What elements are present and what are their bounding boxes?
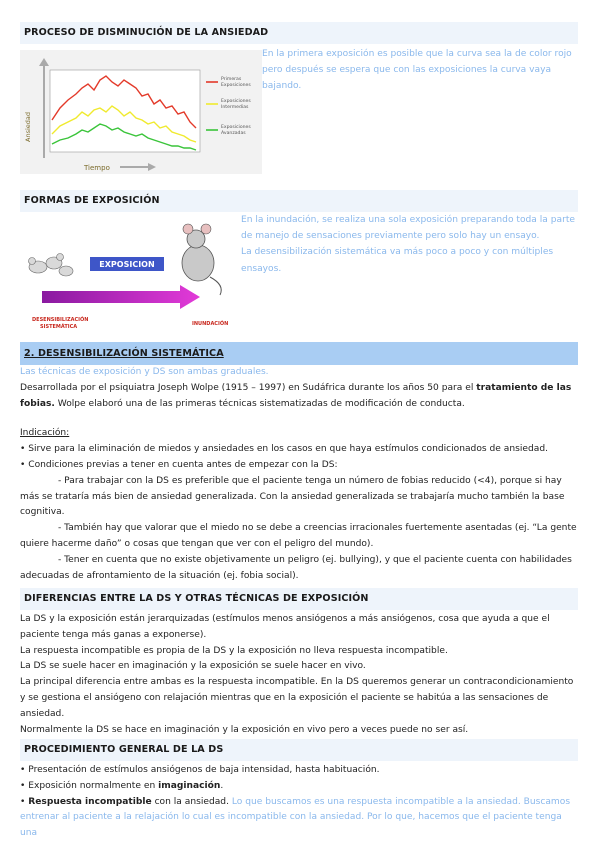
sub-item bbox=[20, 553, 580, 585]
indicacion-text: Indicación: bbox=[20, 428, 70, 439]
small-mice-icon bbox=[29, 254, 74, 277]
section-title: PROCEDIMIENTO GENERAL DE LA DS bbox=[24, 744, 224, 755]
ds-label-2: SISTEMÁTICA bbox=[40, 324, 78, 330]
plot-area bbox=[50, 70, 200, 152]
bullet-item: • Sirve para la eliminación de miedos y ansiedades en los casos en que haya estímulos condicionados de ansiedad. bbox=[20, 444, 548, 455]
progression-arrow bbox=[42, 285, 200, 309]
bullet-bold: imaginación bbox=[158, 780, 221, 791]
bullet-item: • Condiciones previas a tener en cuenta antes de empezar con la DS: bbox=[20, 459, 338, 470]
sub-item-text: - Para trabajar con la DS es preferible que el paciente tenga un número de fobias reducido (<4), porque si hay más se trataría más bien de ansiedad generalizada. Con la ansiedad generalizada se trabajaría mucho también la base cognitiva. bbox=[20, 475, 565, 518]
bullet-note: Lo que buscamos es una respuesta incompatible a la ansiedad. Buscamos entrenar al paciente a la relajación lo cual es incompatible con la ansiedad. Por lo que, hacemos que el paciente tenga una bbox=[20, 796, 571, 839]
section-title: FORMAS DE EXPOSICIÓN bbox=[24, 195, 160, 206]
ds-label: DESENSIBILIZACIÓN bbox=[32, 317, 89, 323]
inundacion-label: INUNDACIÓN bbox=[192, 321, 229, 327]
sub-item-text: - Tener en cuenta que no existe objetivamente un peligro (ej. bullying), y que el paciente cuenta con habilidades adecuadas de afrontamiento de la situación (ej. fobia social). bbox=[20, 554, 572, 581]
section-title: DIFERENCIAS ENTRE LA DS Y OTRAS TÉCNICAS DE EXPOSICIÓN bbox=[24, 593, 369, 604]
x-axis-arrowhead bbox=[148, 163, 156, 171]
sub-item bbox=[20, 474, 580, 521]
paragraph: La respuesta incompatible es propia de la DS y la exposición no lleva respuesta incompatible. bbox=[20, 645, 448, 656]
procedimiento-body bbox=[20, 763, 580, 842]
graduales-note: Las técnicas de exposición y DS son ambas graduales. bbox=[20, 367, 269, 377]
sub-item bbox=[20, 521, 580, 553]
legend-label-yellow: Exposiciones bbox=[221, 99, 251, 104]
bullet-item bbox=[20, 795, 580, 842]
bullet-bold: Respuesta incompatible bbox=[28, 796, 152, 807]
y-axis-arrowhead bbox=[39, 58, 49, 66]
legend-label-red: Primeras bbox=[221, 77, 242, 82]
bullet-text-end: . bbox=[220, 780, 224, 791]
diferencias-body bbox=[20, 612, 580, 738]
paragraph: La DS se suele hacer en imaginación y la exposición se suele hacer en vivo. bbox=[20, 661, 366, 672]
section-header-proceso bbox=[20, 22, 578, 44]
legend-label-green-2: Avanzadas bbox=[221, 131, 246, 136]
exposure-forms-text bbox=[241, 212, 581, 277]
anxiety-curve-image bbox=[20, 50, 262, 174]
legend-label-green: Exposiciones bbox=[221, 125, 251, 130]
ds-intro bbox=[20, 381, 580, 413]
bullet-text: con la ansiedad. bbox=[151, 796, 232, 807]
anxiety-curve-chart bbox=[20, 50, 262, 174]
y-axis-label: Ansiedad bbox=[24, 112, 32, 142]
paragraph: La DS y la exposición están jerarquizadas (estímulos menos ansiógenos a más ansiógenos, cosa que ayuda a que el paciente tenga más ganas a exponerse). bbox=[20, 614, 550, 640]
inundacion-explanation: En la inundación, se realiza una sola exposición preparando toda la parte de manejo de sensaciones previamente pero solo hay un ensayo. bbox=[241, 215, 575, 242]
section-header-diferencias bbox=[20, 588, 578, 610]
legend-label-yellow-2: Intermedias bbox=[221, 105, 249, 110]
intro-text: Desarrollada por el psiquiatra Joseph Wolpe (1915 – 1997) en Sudáfrica durante los años 50 para el bbox=[20, 382, 477, 393]
exposicion-banner-text: EXPOSICION bbox=[99, 260, 155, 269]
ds-explanation: La desensibilización sistemática va más poco a poco y con múltiples ensayos. bbox=[241, 247, 554, 274]
legend-label-red-2: Exposiciones bbox=[221, 83, 251, 88]
intro-text-end: Wolpe elaboró una de las primeras técnicas sistematizadas de modificación de conducta. bbox=[54, 398, 465, 409]
ds-section-body bbox=[20, 365, 580, 584]
exposure-forms-figure bbox=[20, 215, 238, 333]
exposure-forms-image bbox=[20, 215, 238, 333]
bullet-text: • Exposición normalmente en bbox=[20, 780, 159, 791]
sub-item-text: - También hay que valorar que el miedo no se debe a creencias irracionales fuertemente asentadas (ej. “La gente quiere hacerme daño” o cosas que tengan que ver con el peligro del mundo). bbox=[20, 523, 577, 549]
section-title: PROCESO DE DISMINUCIÓN DE LA ANSIEDAD bbox=[24, 27, 269, 38]
curve-explanation: En la primera exposición es posible que la curva sea la de color rojo pero después se espera que con las exposiciones la curva vaya bajando. bbox=[262, 49, 572, 92]
x-axis-label: Tiempo bbox=[84, 164, 110, 172]
paragraph: La principal diferencia entre ambas es la respuesta incompatible. En la DS queremos generar un contracondicionamiento y se gestiona el ansiógeno con relajación mientras que en la exposición el paciente se habitúa a las sensaciones de ansiedad. bbox=[20, 677, 574, 719]
section-header-formas bbox=[20, 190, 578, 212]
bullet-item: • Presentación de estímulos ansiógenos de baja intensidad, hasta habituación. bbox=[20, 765, 380, 775]
intro-bold: tratamiento de las fobias. bbox=[20, 382, 572, 409]
section-header-procedimiento bbox=[20, 739, 578, 761]
section-header-ds bbox=[20, 342, 578, 365]
bullet-item bbox=[20, 779, 580, 795]
bullet-marker: • bbox=[20, 796, 29, 807]
paragraph: Normalmente la DS se hace en imaginación y la exposición en vivo pero a veces puede no ser así. bbox=[20, 724, 469, 735]
indicacion-label bbox=[20, 426, 580, 442]
big-mouse-icon bbox=[182, 224, 221, 295]
section-title: 2. DESENSIBILIZACIÓN SISTEMÁTICA bbox=[24, 348, 224, 359]
